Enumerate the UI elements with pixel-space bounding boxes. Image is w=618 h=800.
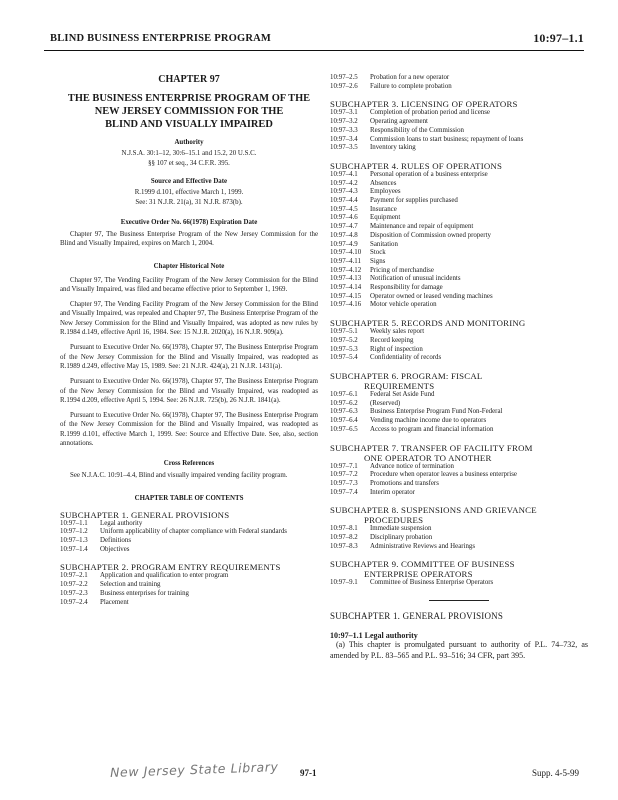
toc-entry-number: 10:97–4.5	[330, 205, 358, 213]
toc-entry	[330, 543, 588, 552]
toc-subchapter-heading: SUBCHAPTER 3. LICENSING OF OPERATORS	[330, 99, 518, 110]
toc-entry-title: Advance notice of termination	[370, 462, 454, 470]
toc-entry	[330, 480, 588, 489]
toc-entry	[330, 579, 588, 588]
toc-entry-title: Objectives	[100, 545, 130, 553]
toc-entry-title: Federal Set Aside Fund	[370, 390, 435, 398]
toc-entry	[60, 599, 318, 608]
toc-entry	[330, 463, 588, 472]
toc-entry	[330, 144, 588, 153]
toc-entry	[60, 590, 318, 599]
toc-entry-number: 10:97–8.3	[330, 542, 358, 550]
historical-note-paragraph: Pursuant to Executive Order No. 66(1978), Chapter 97, The Business Enterprise Program of the New Jersey Commission for the Blind and Visually Impaired, was readopted as R.1999 d.101, effective March 1, 1999. See: Source and Effective Date. See, also, section annotations.	[60, 412, 318, 448]
toc-entry-number: 10:97–5.2	[330, 336, 358, 344]
toc-entry-number: 10:97–2.6	[330, 82, 358, 90]
toc-entry-title: Responsibility for damage	[370, 284, 443, 292]
toc-entry	[60, 546, 318, 555]
toc-subchapter-heading-line: ONE OPERATOR TO ANOTHER	[364, 452, 492, 463]
toc-entry	[60, 520, 318, 529]
toc-subchapter-heading	[330, 559, 588, 579]
chapter-number: CHAPTER 97	[158, 74, 220, 85]
toc-subchapter-heading	[330, 505, 588, 525]
authority-line: §§ 107 et seq., 34 C.F.R. 395.	[148, 159, 230, 167]
toc-entry-title: Absences	[370, 179, 397, 187]
toc-entry-number: 10:97–4.3	[330, 188, 358, 196]
toc-entry-number: 10:97–4.11	[330, 257, 361, 265]
authority-heading: Authority	[174, 139, 204, 146]
toc-subchapter-heading: SUBCHAPTER 1. GENERAL PROVISIONS	[60, 509, 230, 520]
toc-entry-title: Promotions and transfers	[370, 479, 439, 487]
toc-entry	[330, 188, 588, 197]
toc-entry	[330, 197, 588, 206]
toc-entry-number: 10:97–2.3	[60, 589, 88, 597]
toc-subchapter-heading: SUBCHAPTER 2. PROGRAM ENTRY REQUIREMENTS	[60, 562, 281, 573]
toc-entry-number: 10:97–1.4	[60, 545, 88, 553]
toc-entry-title: Weekly sales report	[370, 328, 425, 336]
toc-entry-number: 10:97–4.15	[330, 292, 362, 300]
toc-entry	[60, 528, 318, 537]
toc-entry-number: 10:97–3.5	[330, 144, 358, 152]
toc-entry-number: 10:97–2.4	[60, 598, 88, 606]
toc-heading: CHAPTER TABLE OF CONTENTS	[134, 494, 244, 502]
page-number: 97-1	[300, 768, 317, 778]
toc-entry	[330, 214, 588, 223]
chapter-name-line: THE BUSINESS ENTERPRISE PROGRAM OF THE	[67, 93, 311, 104]
toc-entry-title: Motor vehicle operation	[370, 301, 437, 309]
toc-entry-number: 10:97–4.14	[330, 284, 362, 292]
toc-entry-title: Access to program and financial information	[370, 425, 494, 433]
source-line: See: 31 N.J.R. 21(a), 31 N.J.R. 873(b).	[135, 198, 243, 206]
left-column	[60, 60, 318, 607]
toc-entry-title: Equipment	[370, 214, 401, 222]
toc-entry-number: 10:97–7.1	[330, 462, 358, 470]
toc-entry-title: Legal authority	[100, 519, 143, 527]
toc-entry-title: Pricing of merchandise	[370, 266, 434, 274]
toc-entry	[330, 301, 588, 310]
toc-entry-title: Operating agreement	[370, 118, 428, 126]
toc-entry-title: Signs	[370, 257, 386, 265]
section-heading: 10:97–1.1 Legal authority	[330, 631, 418, 641]
toc-entry	[330, 232, 588, 241]
toc-entry-number: 10:97–4.4	[330, 197, 358, 205]
source-heading: Source and Effective Date	[150, 178, 228, 185]
toc-entry	[60, 581, 318, 590]
toc-entry-title: Disposition of Commission owned property	[370, 231, 491, 239]
toc-entry	[330, 346, 588, 355]
toc-entry-number: 10:97–5.3	[330, 345, 358, 353]
toc-entry	[330, 267, 588, 276]
toc-entry	[330, 337, 588, 346]
toc-entry	[330, 180, 588, 189]
toc-entry	[330, 258, 588, 267]
historical-note-paragraph: Pursuant to Executive Order No. 66(1978), Chapter 97, The Business Enterprise Program of the New Jersey Commission for the Blind and Visually Impaired, was readopted as R.1994 d.209, effective April 5, 1994. See: 26 N.J.R. 725(b), 26 N.J.R. 1841(a).	[60, 378, 318, 404]
toc-entry-title: Administrative Reviews and Hearings	[370, 542, 476, 550]
toc-subchapter-heading-line: REQUIREMENTS	[364, 380, 435, 391]
toc-entry-number: 10:97–4.13	[330, 275, 362, 283]
toc-entry	[330, 328, 588, 337]
toc-entry-title: Responsibility of the Commission	[370, 126, 464, 134]
toc-entry-title: Insurance	[370, 205, 397, 213]
toc-entry-number: 10:97–2.1	[60, 572, 88, 580]
historical-note-paragraph: Pursuant to Executive Order No. 66(1978), Chapter 97, The Business Enterprise Program of the New Jersey Commission for the Blind and Visually Impaired, was readopted as R.1989 d.249, effective May 15, 1989. See: 21 N.J.R. 424(a), 21 N.J.R. 1431(a).	[60, 344, 318, 370]
toc-entry-title: Maintenance and repair of equipment	[370, 223, 474, 231]
toc-entry	[330, 74, 588, 83]
toc-entry-title: Committee of Business Enterprise Operators	[370, 579, 494, 587]
exec-order-heading: Executive Order No. 66(1978) Expiration Date	[120, 219, 258, 226]
toc-entry-title: Completion of probation period and license	[370, 109, 490, 117]
toc-entry-number: 10:97–8.1	[330, 525, 358, 533]
toc-subchapter-heading-line: SUBCHAPTER 7. TRANSFER OF FACILITY FROM	[330, 442, 533, 453]
toc-entry-number: 10:97–1.2	[60, 528, 88, 536]
toc-entry-title: Operator owned or leased vending machines	[370, 292, 493, 300]
toc-entry-number: 10:97–4.12	[330, 266, 362, 274]
toc-entry-number: 10:97–3.1	[330, 109, 358, 117]
cross-references-heading: Cross References	[163, 460, 215, 468]
toc-subchapter-heading-line: SUBCHAPTER 8. SUSPENSIONS AND GRIEVANCE	[330, 505, 537, 516]
toc-entry	[330, 275, 588, 284]
toc-entry-number: 10:97–6.2	[330, 399, 358, 407]
section-divider	[429, 600, 489, 601]
toc-entry-title: Sanitation	[370, 240, 398, 248]
toc-entry	[330, 206, 588, 215]
toc-entry-number: 10:97–7.2	[330, 471, 358, 479]
toc-entry-title: (Reserved)	[370, 399, 401, 407]
toc-entry-number: 10:97–3.3	[330, 126, 358, 134]
toc-entry-number: 10:97–9.1	[330, 579, 358, 587]
toc-entry-number: 10:97–4.10	[330, 249, 362, 257]
toc-subchapter-heading: SUBCHAPTER 4. RULES OF OPERATIONS	[330, 160, 503, 171]
toc-entry-number: 10:97–1.1	[60, 519, 88, 527]
toc-entry	[330, 525, 588, 534]
toc-entry	[330, 249, 588, 258]
toc-entry-title: Definitions	[100, 537, 132, 545]
toc-entry-title: Confidentiality of records	[370, 354, 442, 362]
source-line: R.1999 d.101, effective March 1, 1999.	[134, 189, 244, 196]
toc-entry	[330, 241, 588, 250]
subchapter-heading: SUBCHAPTER 1. GENERAL PROVISIONS	[330, 611, 504, 622]
toc-entry-number: 10:97–4.1	[330, 170, 358, 178]
chapter-name-line: BLIND AND VISUALLY IMPAIRED	[105, 119, 273, 130]
source-text	[60, 188, 318, 207]
supplement-date: Supp. 4-5-99	[532, 768, 579, 778]
toc-entry-title: Procedure when operator leaves a business enterprise	[370, 471, 517, 479]
toc-entry	[330, 408, 588, 417]
toc-entry-number: 10:97–3.4	[330, 135, 358, 143]
toc-entry-title: Probation for a new operator	[370, 74, 450, 81]
toc-entry	[330, 534, 588, 543]
toc-entry	[330, 471, 588, 480]
toc-entry	[330, 417, 588, 426]
header-program-title: BLIND BUSINESS ENTERPRISE PROGRAM	[50, 33, 272, 44]
toc-entry-title: Disciplinary probation	[370, 534, 433, 542]
toc-entry	[330, 354, 588, 363]
toc-entry-title: Selection and training	[100, 581, 161, 589]
section-text: (a) This chapter is promulgated pursuant to authority of P.L. 74–732, as amended by P.L. 83–565 and P.L. 93–516; 34 CFR, part 395.	[330, 640, 588, 660]
toc-entry	[60, 537, 318, 546]
toc-entry-title: Business enterprises for training	[100, 589, 189, 597]
toc-entry-number: 10:97–4.2	[330, 179, 358, 187]
running-header	[44, 28, 584, 51]
toc-entry-title: Business Enterprise Program Fund Non-Federal	[370, 408, 503, 416]
historical-note-paragraph: Chapter 97, The Vending Facility Program of the New Jersey Commission for the Blind and Visually Impaired, was repealed and Chapter 97, The Business Enterprise Program of the New Jersey Commission for the Blind and Visually Impaired, was adopted as new rules by R.1984 d.149, effective April 16, 1984. See: 15 N.J.R. 2020(a), 16 N.J.R. 909(a).	[60, 301, 318, 337]
toc-entry-number: 10:97–5.4	[330, 354, 358, 362]
toc-entry	[330, 118, 588, 127]
toc-entry	[330, 293, 588, 302]
toc-entry-number: 10:97–3.2	[330, 118, 358, 126]
toc-entry-number: 10:97–4.9	[330, 240, 358, 248]
toc-entry-title: Interim operator	[370, 488, 415, 496]
toc-subchapter-heading-line: SUBCHAPTER 9. COMMITTEE OF BUSINESS	[330, 559, 515, 570]
toc-entry	[330, 83, 588, 92]
toc-entry	[60, 572, 318, 581]
toc-entry-number: 10:97–4.8	[330, 231, 358, 239]
toc-entry-number: 10:97–2.5	[330, 74, 358, 81]
toc-entry-number: 10:97–2.2	[60, 581, 88, 589]
toc-entry-number: 10:97–6.4	[330, 417, 358, 425]
toc-subchapter-heading-line: SUBCHAPTER 6. PROGRAM: FISCAL	[330, 370, 483, 381]
toc-entry	[330, 127, 588, 136]
toc-entry-title: Payment for supplies purchased	[370, 197, 458, 205]
toc-entry	[330, 284, 588, 293]
toc-entry-number: 10:97–6.1	[330, 390, 358, 398]
toc-entry-title: Right of inspection	[370, 345, 423, 353]
toc-entry	[330, 489, 588, 498]
toc-entry-number: 10:97–6.3	[330, 408, 358, 416]
right-column	[330, 74, 588, 661]
toc-subchapter-heading	[330, 371, 588, 391]
toc-entry	[330, 136, 588, 145]
chapter-name-line: NEW JERSEY COMMISSION FOR THE	[94, 106, 284, 117]
toc-entry-title: Notification of unusual incidents	[370, 275, 461, 283]
authority-line: N.J.S.A. 30:1–12, 30:6–15.1 and 15.2, 20 U.S.C.	[121, 150, 257, 157]
toc-entry	[330, 426, 588, 435]
toc-entry-title: Failure to complete probation	[370, 82, 452, 90]
toc-entry-number: 10:97–8.2	[330, 534, 358, 542]
toc-entry-number: 10:97–4.6	[330, 214, 358, 222]
toc-subchapter-heading	[330, 443, 588, 463]
header-section-ref: 10:97–1.1	[533, 31, 584, 45]
toc-entry-number: 10:97–7.3	[330, 479, 358, 487]
toc-entry-number: 10:97–1.3	[60, 537, 88, 545]
toc-subchapter-heading-line: ENTERPRISE OPERATORS	[364, 569, 473, 580]
toc-entry-title: Record keeping	[370, 336, 414, 344]
cross-references-text: See N.J.A.C. 10:91–4.4, Blind and visually impaired vending facility program.	[70, 472, 288, 480]
toc-entry-number: 10:97–6.5	[330, 425, 358, 433]
historical-note-heading: Chapter Historical Note	[153, 262, 225, 270]
library-stamp: New Jersey State Library	[109, 759, 279, 780]
toc-subchapter-heading: SUBCHAPTER 5. RECORDS AND MONITORING	[330, 318, 526, 329]
toc-entry-title: Stock	[370, 249, 386, 257]
toc-entry	[330, 223, 588, 232]
toc-entry	[330, 109, 588, 118]
toc-entry-title: Application and qualification to enter program	[100, 572, 229, 580]
toc-entry-title: Personal operation of a business enterprise	[370, 170, 488, 178]
toc-entry	[330, 171, 588, 180]
toc-entry-title: Uniform applicability of chapter compliance with Federal standards	[100, 528, 287, 536]
toc-entry	[330, 400, 588, 409]
toc-entry-title: Commission loans to start business; repayment of loans	[370, 135, 524, 143]
authority-text	[60, 149, 318, 168]
toc-subchapter-heading-line: PROCEDURES	[364, 515, 424, 526]
chapter-name	[60, 92, 318, 131]
toc-entry-number: 10:97–4.16	[330, 301, 362, 309]
toc-entry-title: Inventory taking	[370, 144, 416, 152]
toc-entry-title: Vending machine income due to operators	[370, 417, 487, 425]
toc-entry-title: Immediate suspension	[370, 525, 432, 533]
toc-entry-number: 10:97–7.4	[330, 488, 358, 496]
toc-entry-number: 10:97–5.1	[330, 328, 358, 336]
toc-entry	[330, 391, 588, 400]
historical-note-paragraph: Chapter 97, The Vending Facility Program of the New Jersey Commission for the Blind and Visually Impaired, was filed and became effective prior to September 1, 1969.	[60, 276, 318, 293]
exec-order-text: Chapter 97, The Business Enterprise Program of the New Jersey Commission for the Blind and Visually Impaired, expires on March 1, 2004.	[60, 231, 318, 248]
toc-entry-title: Employees	[370, 188, 401, 196]
toc-entry-title: Placement	[100, 598, 129, 606]
toc-entry-number: 10:97–4.7	[330, 223, 358, 231]
